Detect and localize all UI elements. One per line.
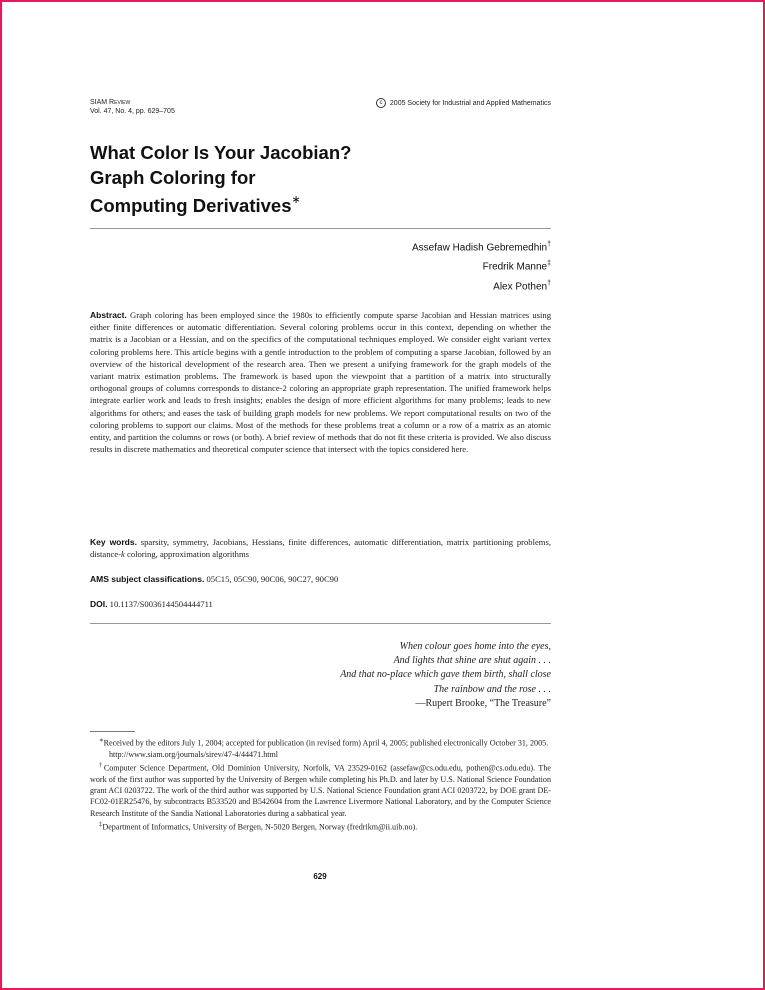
epigraph-line-2: And lights that shine are shut again . . . [393, 655, 551, 667]
journal-name: SIAM Review [90, 99, 131, 106]
abstract-rule [90, 623, 551, 624]
page-number: 629 [313, 872, 327, 881]
paper-title [90, 140, 351, 218]
keywords-text-b: coloring, approximation algorithms [124, 549, 249, 560]
author-1-mark: † [547, 241, 551, 248]
keywords-k: k [121, 549, 125, 560]
title-line-2: Graph Coloring for [90, 167, 256, 188]
doi-link[interactable]: 10.1137/S0036144504444711 [109, 599, 213, 609]
author-list [412, 237, 551, 295]
footnote-dagger-text: Computer Science Department, Old Dominion University, Norfolk, VA 23529-0162 (assefaw@cs.odu.edu, pothen@cs.odu.edu). The work of the first author was supported by the University of Bergen while completing his Ph.D. and later by U.S. National Science Foundation grant ACI 0203722. The work of the third author was supported by U.S. National Science Foundation grant ACI 0203722, by DOE grant DE-FC02-01ER25476, by subcontracts B533520 and B542604 from the Lawrence Livermore National Laboratory, and by the Computer Science Research Institute of the Sandia National Laboratories during a sabbatical year. [90, 763, 552, 818]
footnote-received-text: Received by the editors July 1, 2004; accepted for publication (in revised form) April 4, 2005; published electronically October 31, 2005. [103, 738, 549, 748]
footnotes [90, 735, 551, 833]
title-footnote-mark: ∗ [291, 194, 301, 206]
doi-label: DOI. [90, 599, 108, 609]
author-2-mark: ‡ [547, 260, 551, 268]
volume-pages: Vol. 47, No. 4, pp. 629–705 [90, 108, 175, 115]
keywords-label: Key words. [90, 537, 137, 547]
epigraph [340, 640, 551, 711]
footnote-dagger-mark: † [99, 762, 104, 770]
keywords-text-a: sparsity, symmetry, Jacobians, Hessians, finite differences, automatic differentiation, matrix partitioning problems, distance- [90, 537, 551, 560]
epigraph-line-4: The rainbow and the rose . . . [433, 683, 551, 695]
author-3 [412, 276, 551, 295]
footnote-dagger [90, 760, 551, 819]
copyright-text: 2005 Society for Industrial and Applied Mathematics [389, 99, 551, 107]
footnote-received [90, 735, 551, 749]
author-2-name: Fredrik Manne [482, 261, 548, 273]
ams-label: AMS subject classifications. [90, 574, 205, 584]
title-rule [90, 228, 551, 229]
abstract-text: Graph coloring has been employed since the 1980s to efficiently compute sparse Jacobian and Hessian matrices using either finite differences or automatic differentiation. Several coloring problems occur in this context, depending on whether the matrix is a Jacobian or a Hessian, and on the specifics of the computational techniques employed. We consider eight variant vertex coloring problems here. This article begins with a gentle introduction to the problem of computing a sparse Jacobian, followed by an overview of the historical development of the research area. Then we present a unifying framework for the graph models of the variant matrix estimation problems. The framework is based upon the viewpoint that a partition of a matrix into structurally orthogonal groups of columns corresponds to distance-2 coloring an appropriate graph representation. The unified framework helps integrate earlier work and leads to fresh insights; enables the design of more efficient algorithms for many problems; leads to new algorithms for others; and eases the task of building graph models for new problems. We report computational results on two of the coloring problems to support our claims. Most of the methods for these problems treat a column or a row of a matrix as an atomic entity, and partition the columns or rows (or both). A brief review of methods that do not fit these criteria is provided. We also discuss results in discrete mathematics and theoretical computer science that intersect with the topics considered here. [90, 310, 551, 455]
abstract-label: Abstract. [90, 310, 127, 320]
footnote-rule [90, 731, 135, 732]
footnote-received-mark: ∗ [99, 737, 104, 744]
author-3-mark: † [547, 279, 551, 287]
keywords [90, 536, 551, 560]
footnote-url[interactable]: http://www.siam.org/journals/sirev/47-4/44471.html [109, 749, 279, 759]
author-3-name: Alex Pothen [493, 280, 548, 292]
footnote-ddagger [90, 819, 551, 833]
copyright-notice [376, 98, 551, 108]
author-1-name: Assefaw Hadish Gebremedhin [412, 242, 548, 254]
epigraph-line-1: When colour goes home into the eyes, [399, 641, 551, 652]
ams-classifications [90, 573, 551, 585]
epigraph-attribution: —Rupert Brooke, “The Treasure” [415, 697, 551, 709]
running-head-left [90, 98, 175, 116]
title-line-1: What Color Is Your Jacobian? [90, 142, 352, 163]
footnote-ddagger-mark: ‡ [99, 820, 103, 828]
ams-text: 05C15, 05C90, 90C06, 90C27, 90C90 [206, 574, 339, 584]
epigraph-line-3: And that no-place which gave them birth, shall close [340, 669, 551, 681]
abstract [90, 309, 551, 455]
doi [90, 598, 551, 610]
author-2 [412, 256, 551, 275]
author-1 [412, 237, 551, 256]
title-line-3-text: Computing Derivatives [90, 195, 292, 217]
copyright-icon: c [376, 98, 386, 108]
footnote-ddagger-text: Department of Informatics, University of Bergen, N-5020 Bergen, Norway (fredrikm@ii.uib.no). [102, 822, 418, 832]
title-line-3 [90, 190, 351, 218]
